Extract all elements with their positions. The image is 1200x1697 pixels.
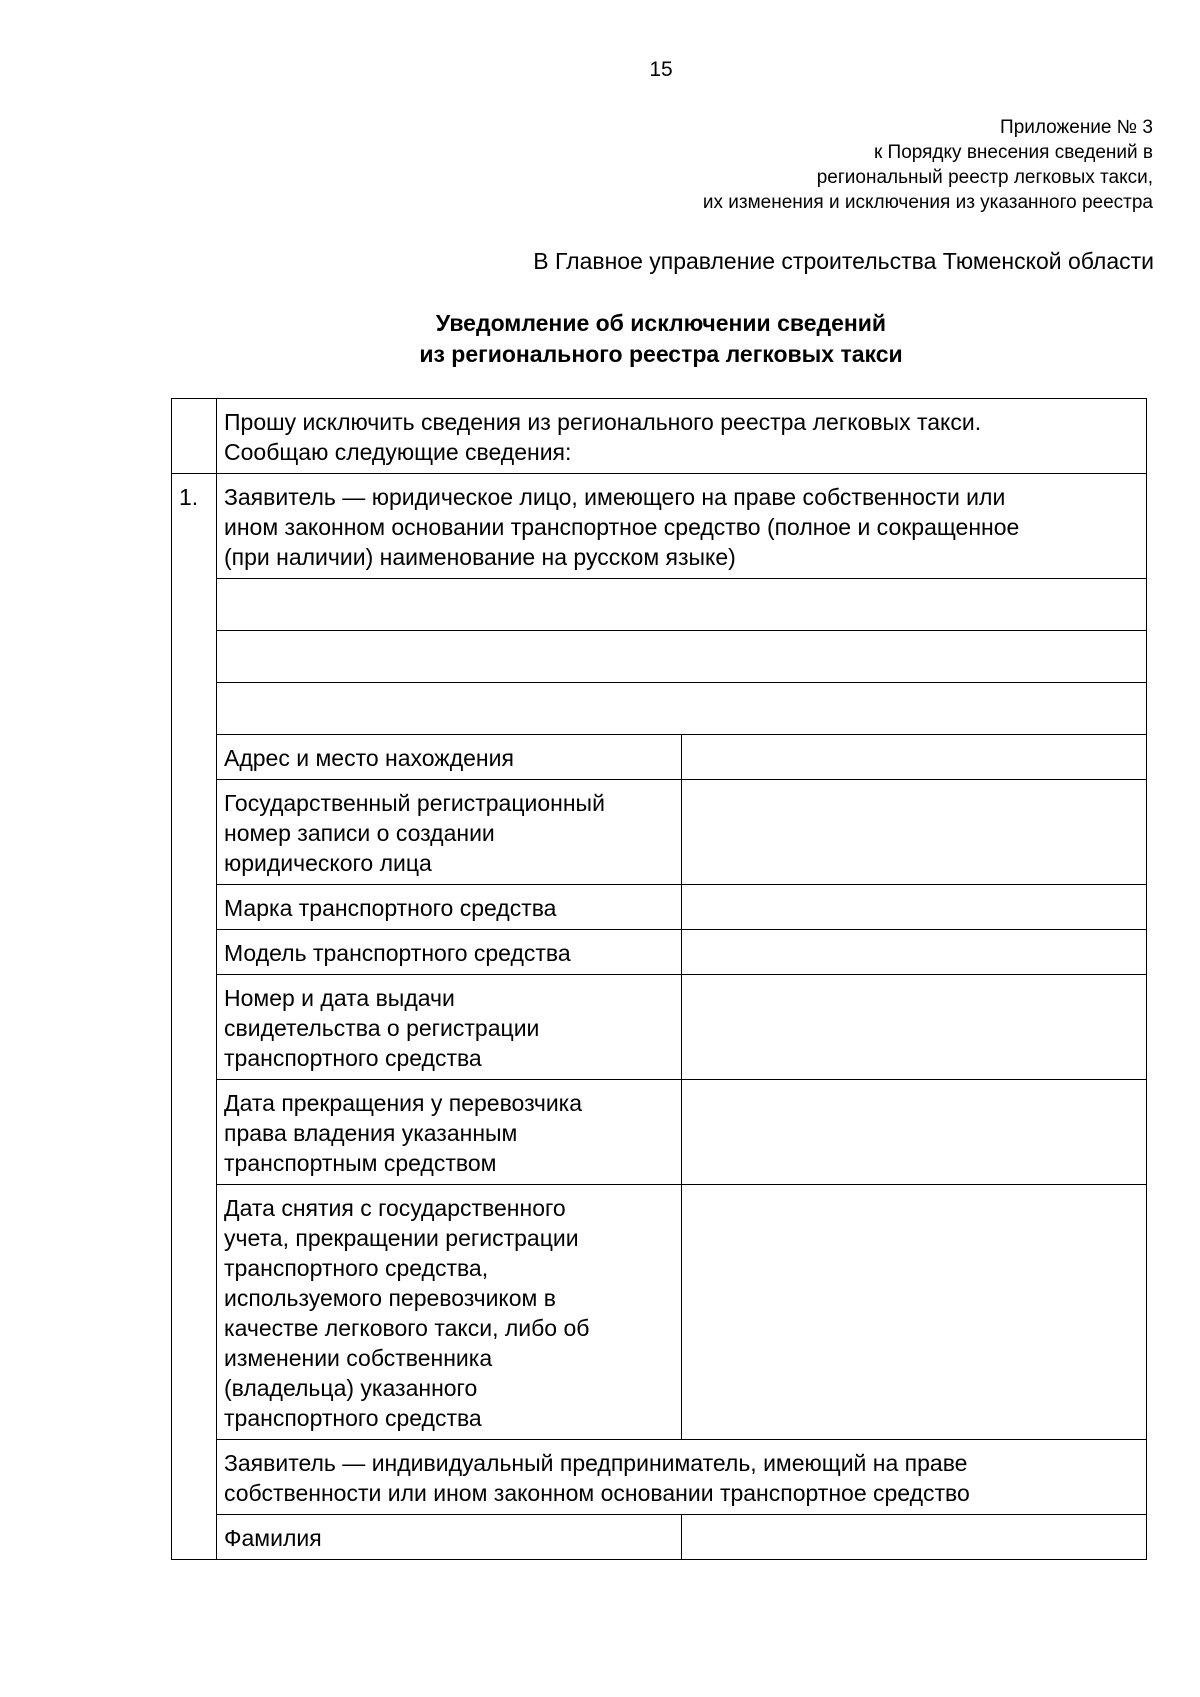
title-line: из регионального реестра легковых такси xyxy=(419,341,903,367)
form-row-certificate xyxy=(172,975,1147,1080)
field-label-line: (владельца) указанного xyxy=(224,1375,478,1401)
field-label xyxy=(217,735,682,780)
form-row-deregistration-date xyxy=(172,1185,1147,1440)
section2-heading-line: Заявитель — индивидуальный предприниматель, имеющий на праве xyxy=(224,1450,968,1476)
field-label-line: транспортного средства, xyxy=(224,1255,489,1281)
form-row-vehicle-model xyxy=(172,930,1147,975)
page-number: 15 xyxy=(649,58,673,81)
blank-row xyxy=(172,631,1147,683)
form-row-surname xyxy=(172,1515,1147,1560)
section2-heading-row xyxy=(172,1440,1147,1515)
address-value-field[interactable] xyxy=(682,735,1147,780)
form-row-address xyxy=(172,735,1147,780)
blank-entry-field[interactable] xyxy=(217,579,1147,631)
form-row-registration-number xyxy=(172,780,1147,885)
field-label xyxy=(217,1185,682,1440)
appendix-line: Приложение № 3 xyxy=(1000,117,1153,138)
certificate-value-field[interactable] xyxy=(682,975,1147,1080)
appendix-line: к Порядку внесения сведений в xyxy=(873,142,1153,163)
field-label xyxy=(217,885,682,930)
form-row-ownership-end-date xyxy=(172,1080,1147,1185)
surname-value-field[interactable] xyxy=(682,1515,1147,1560)
section1-heading-row xyxy=(172,474,1147,579)
intro-text xyxy=(217,399,1147,474)
ownership-end-date-value-field[interactable] xyxy=(682,1080,1147,1185)
field-label xyxy=(217,1080,682,1185)
field-label-line: юридического лица xyxy=(224,850,432,876)
document-title xyxy=(0,308,1200,370)
section1-heading-line: Заявитель — юридическое лицо, имеющего на праве собственности или xyxy=(224,484,1006,510)
section1-heading xyxy=(217,474,1147,579)
intro-line: Прошу исключить сведения из регионального реестра легковых такси. xyxy=(224,409,982,435)
field-label-line: свидетельства о регистрации xyxy=(224,1015,540,1041)
row-number-cell xyxy=(172,399,217,474)
intro-row xyxy=(172,399,1147,474)
field-label-line: используемого перевозчиком в xyxy=(224,1285,556,1311)
appendix-line: региональный реестр легковых такси, xyxy=(816,167,1153,188)
blank-row xyxy=(172,683,1147,735)
field-label-line: Дата снятия с государственного xyxy=(224,1195,566,1221)
field-label-line: транспортного средства xyxy=(224,1405,482,1431)
notification-form-table xyxy=(171,398,1147,1560)
field-label-line: права владения указанным xyxy=(224,1120,518,1146)
section1-number: 1. xyxy=(172,474,217,1560)
section1-heading-line: (при наличии) наименование на русском языке) xyxy=(224,544,736,570)
section2-heading-line: собственности или ином законном основании транспортное средство xyxy=(224,1480,970,1506)
addressee: В Главное управление строительства Тюменской области xyxy=(533,248,1154,274)
field-label-line: номер записи о создании xyxy=(224,820,495,846)
field-label-line: Адрес и место нахождения xyxy=(224,745,514,771)
field-label-line: Дата прекращения у перевозчика xyxy=(224,1090,583,1116)
field-label-line: Модель транспортного средства xyxy=(224,940,571,966)
vehicle-make-value-field[interactable] xyxy=(682,885,1147,930)
appendix-line: их изменения и исключения из указанного реестра xyxy=(702,192,1153,213)
field-label-line: качестве легкового такси, либо об xyxy=(224,1315,590,1341)
deregistration-date-value-field[interactable] xyxy=(682,1185,1147,1440)
appendix-reference xyxy=(703,115,1153,215)
blank-row xyxy=(172,579,1147,631)
registration-number-value-field[interactable] xyxy=(682,780,1147,885)
title-line: Уведомление об исключении сведений xyxy=(435,310,887,336)
field-label-line: транспортным средством xyxy=(224,1150,497,1176)
field-label-line: транспортного средства xyxy=(224,1045,482,1071)
field-label-line: изменении собственника xyxy=(224,1345,493,1371)
field-label-line: Марка транспортного средства xyxy=(224,895,557,921)
form-row-vehicle-make xyxy=(172,885,1147,930)
field-label xyxy=(217,930,682,975)
section2-heading xyxy=(217,1440,1147,1515)
field-label xyxy=(217,780,682,885)
field-label-line: Номер и дата выдачи xyxy=(224,985,455,1011)
blank-entry-field[interactable] xyxy=(217,683,1147,735)
field-label xyxy=(217,975,682,1080)
field-label-line: Государственный регистрационный xyxy=(224,790,605,816)
intro-line: Сообщаю следующие сведения: xyxy=(224,439,572,465)
vehicle-model-value-field[interactable] xyxy=(682,930,1147,975)
section1-heading-line: ином законном основании транспортное средство (полное и сокращенное xyxy=(224,514,1020,540)
surname-label: Фамилия xyxy=(217,1515,682,1560)
blank-entry-field[interactable] xyxy=(217,631,1147,683)
field-label-line: учета, прекращении регистрации xyxy=(224,1225,579,1251)
